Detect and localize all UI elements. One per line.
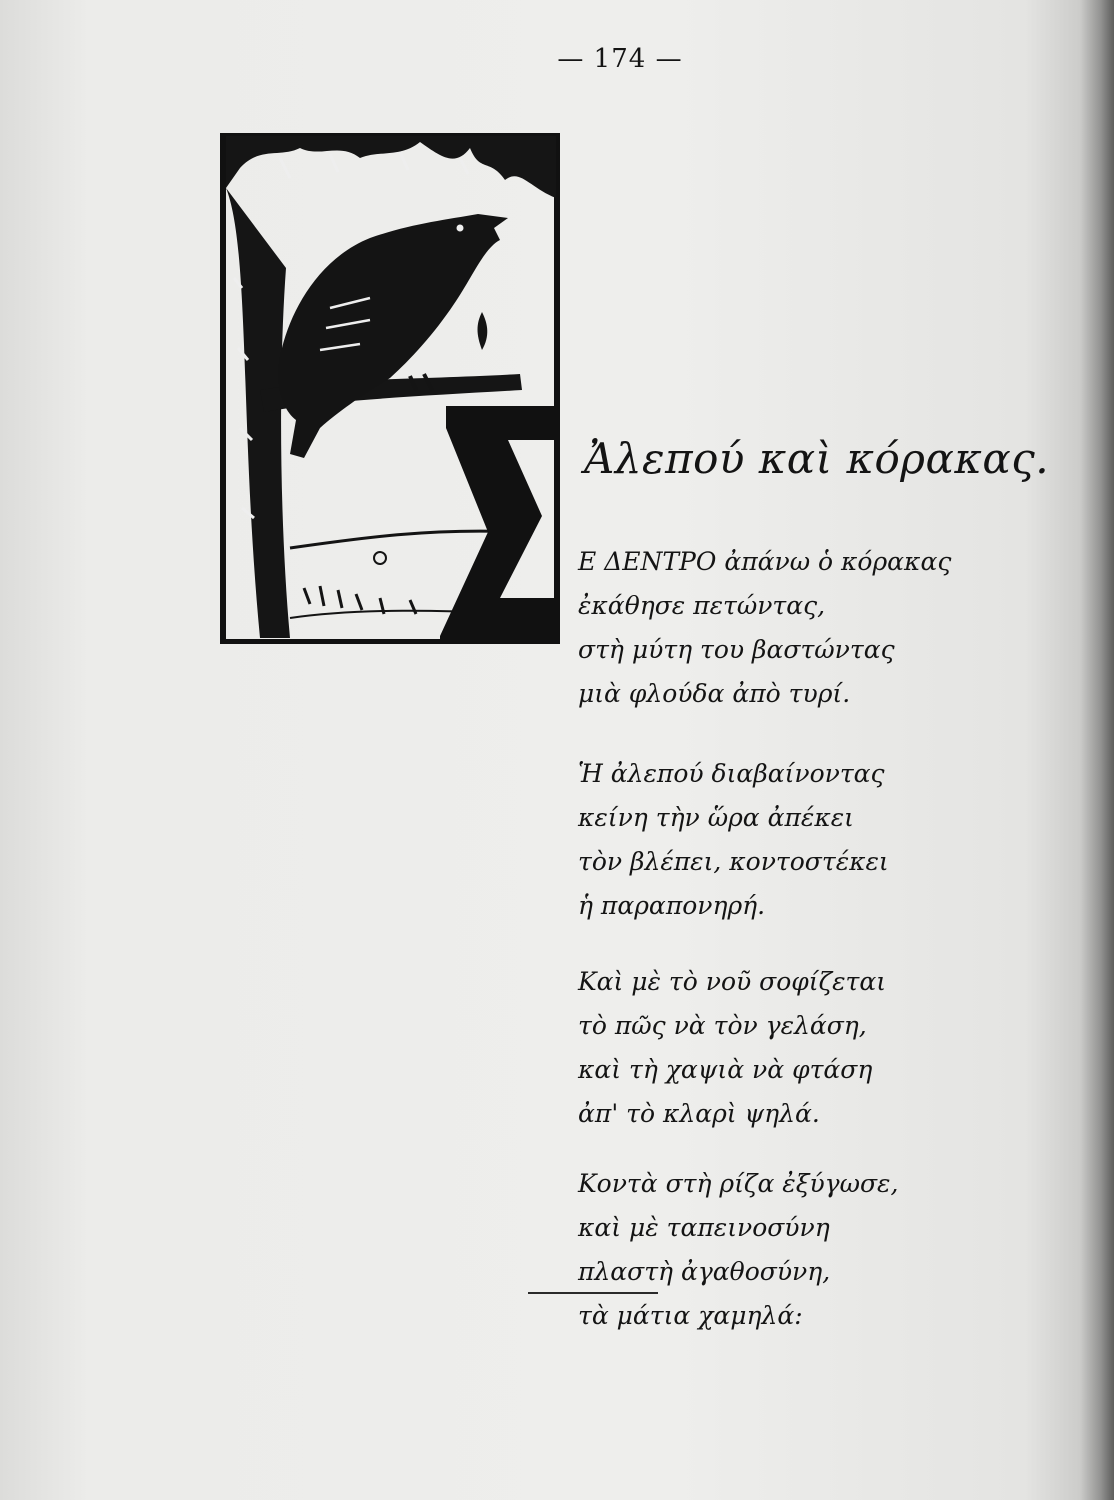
foliage [226, 136, 556, 198]
poem-line: τὸ πῶς νὰ τὸν γελάση, [578, 1011, 867, 1040]
poem-line: ἡ παραπονηρή. [578, 891, 766, 920]
poem-stanza-2 [578, 752, 1038, 928]
divider-rule [528, 1292, 658, 1294]
tree-trunk [226, 188, 290, 638]
poem-line: Ε ΔΕΝΤΡΟ ἀπάνω ὁ κόρακας [578, 547, 952, 576]
page-number: — 174 — [557, 44, 683, 74]
poem-line: ἐκάθησε πετώντας, [578, 591, 826, 620]
poem-stanza-1 [578, 540, 1038, 716]
poem-stanza-3 [578, 960, 1038, 1136]
poem-line: στὴ μύτη του βαστώντας [578, 635, 895, 664]
poem-line: ἀπ' τὸ κλαρὶ ψηλά. [578, 1099, 820, 1128]
raven-woodcut-illustration [220, 128, 560, 644]
poem-title: Ἀλεπού καὶ κόρακας. [584, 434, 1050, 483]
poem-line: καὶ τὴ χαψιὰ νὰ φτάση [578, 1055, 873, 1084]
poem-line: τὰ μάτια χαμηλά: [578, 1301, 803, 1330]
poem-line: Κοντὰ στὴ ρίζα ἐξύγωσε, [578, 1169, 899, 1198]
poem-line: τὸν βλέπει, κοντοστέκει [578, 847, 889, 876]
poem-stanza-4 [578, 1162, 1038, 1338]
poem-line: Καὶ μὲ τὸ νοῦ σοφίζεται [578, 967, 887, 996]
poem-line: καὶ μὲ ταπεινοσύνη [578, 1213, 830, 1242]
poem-line: μιὰ φλούδα ἀπὸ τυρί. [578, 679, 851, 708]
page-spine-shadow [1080, 0, 1114, 1500]
poem-line: Ἡ ἀλεπού διαβαίνοντας [578, 759, 885, 788]
initial-letter-sigma [440, 406, 560, 644]
poem-line: κείνη τὴν ὥρα ἀπέκει [578, 803, 854, 832]
poem-line: πλαστὴ ἀγαθοσύνη, [578, 1257, 831, 1286]
